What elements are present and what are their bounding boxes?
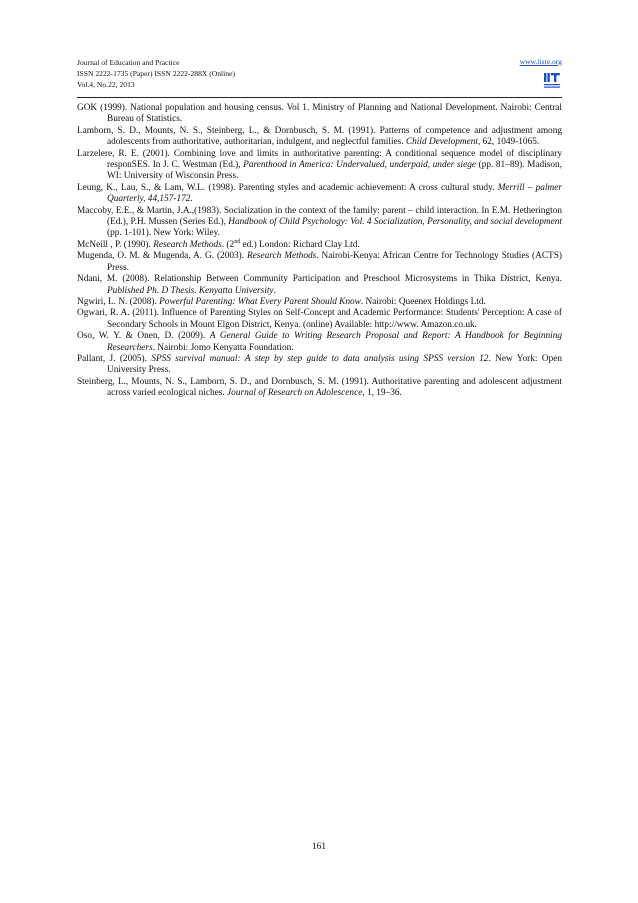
reference-entry bbox=[77, 274, 562, 297]
reference-text: . Nairobi-Kenya: African Centre for Technology Studies (ACTS) Press. bbox=[107, 251, 562, 273]
reference-text: Ogwari, R. A. (2011). Influence of Parenting Styles on Self-Concept and Academic Performance: Students' Perception: A case of Secondary Schools in Mount Elgon District, Kenya. (online) Available: http://www. Amazon.co.uk. bbox=[77, 308, 562, 330]
reference-text: Pallant, J. (2005). bbox=[77, 353, 152, 364]
reference-text: Ngwiri, L. N. (2008). bbox=[77, 296, 160, 307]
reference-text: McNeill , P. (1990). bbox=[77, 239, 154, 250]
reference-text: (pp. 81–89). Madison, WI: University of Wisconsin Press. bbox=[107, 160, 562, 182]
reference-italic-text: Research Methods bbox=[247, 251, 317, 262]
reference-text: Leung, K., Lau, S., & Lam, W.L. (1998). Parenting styles and academic achievement: A cross cultural study. bbox=[77, 182, 498, 193]
reference-text: . Nairobi: Jomo Kenyatta Foundation. bbox=[152, 342, 294, 353]
reference-italic-text: Merrill – palmer Quarterly, 44,157-172. bbox=[107, 182, 562, 205]
reference-text: Oso, W. Y. & Onen, D. (2009). bbox=[77, 331, 210, 342]
reference-text: . bbox=[273, 285, 276, 296]
journal-name: Journal of Education and Practice bbox=[77, 58, 180, 67]
iiste-logo-icon bbox=[542, 70, 562, 90]
reference-italic-text: Journal of Research on Adolescence, bbox=[227, 388, 365, 399]
reference-entry bbox=[77, 377, 562, 400]
reference-text: ed.) London: Richard Clay Ltd. bbox=[240, 239, 360, 250]
reference-entry bbox=[77, 149, 562, 183]
reference-italic-text: Research Methods bbox=[153, 239, 222, 250]
reference-text: Larzelere, R. E. (2001). Combining love and limits in authoritative parenting: A conditional sequence model of disciplinary responSES. In J. C. Westman (Ed.), bbox=[77, 148, 562, 171]
page-number: 161 bbox=[312, 842, 326, 852]
reference-text: 62, 1049-1065. bbox=[480, 137, 540, 148]
reference-text: . New York: Open University Press. bbox=[107, 353, 562, 376]
journal-issn: ISSN 2222-1735 (Paper) ISSN 2222-288X (Online) bbox=[77, 69, 235, 79]
reference-text: . (2 bbox=[221, 239, 235, 250]
reference-entry bbox=[77, 297, 562, 308]
reference-text: (pp. 1-101). New York: Wiley. bbox=[107, 228, 220, 239]
reference-italic-text: Parenthood in America: Undervalued, underpaid, under siege bbox=[243, 160, 477, 171]
reference-entry bbox=[77, 126, 562, 149]
reference-italic-text: Handbook of Child Psychology: Vol. 4 Socialization, Personality, and social development bbox=[228, 217, 562, 228]
reference-entry bbox=[77, 251, 562, 274]
reference-text: nd bbox=[234, 238, 241, 245]
reference-entry bbox=[77, 331, 562, 354]
reference-entry bbox=[77, 183, 562, 206]
reference-list bbox=[77, 103, 562, 400]
reference-entry bbox=[77, 206, 562, 240]
reference-entry bbox=[77, 308, 562, 331]
reference-text: . Nairobi: Queenex Holdings Ltd. bbox=[360, 296, 486, 307]
reference-entry bbox=[77, 354, 562, 377]
journal-header bbox=[77, 57, 235, 91]
journal-url-link[interactable]: www.iiste.org bbox=[519, 57, 562, 66]
reference-entry bbox=[77, 240, 562, 251]
reference-entry bbox=[77, 103, 562, 126]
reference-text: Ndani, M. (2008). Relationship Between Community Participation and Preschool Microsystems in Thika District, Kenya. bbox=[77, 274, 562, 285]
reference-italic-text: SPSS survival manual: A step by step guide to data analysis using SPSS version 12 bbox=[151, 353, 489, 364]
reference-text: 1, 19–36. bbox=[364, 388, 402, 399]
reference-text: Mugenda, O. M. & Mugenda, A. G. (2003). bbox=[77, 251, 248, 262]
reference-text: Maccoby, E.E., & Martin, J.A.,(1983). Socialization in the context of the family: parent – child interaction. In E.M. Hetherington (Ed.), P.H. Mussen (Series Ed.), bbox=[77, 205, 562, 228]
journal-volume: Vol.4, No.22, 2013 bbox=[77, 80, 135, 90]
reference-text: Steinberg, L., Mounts, N. S., Lamborn, S. D., and Dornbusch, S. M. (1991). Authoritative parenting and adolescent adjustment across varied ecological niches. bbox=[77, 376, 562, 399]
reference-italic-text: A General Guide to Writing Research Proposal and Report: A Handbook for Beginning Researchers bbox=[107, 331, 562, 353]
reference-italic-text: Child Development, bbox=[405, 137, 481, 148]
reference-italic-text: Powerful Parenting: What Every Parent Should Know bbox=[159, 296, 361, 307]
header-divider bbox=[77, 97, 562, 98]
reference-text: Lamborn, S. D., Mounts, N. S., Steinberg, L., & Dornbusch, S. M. (1991). Patterns of competence and adjustment among adolescents from authoritative, authoritarian, indulgent, and neglectful families. bbox=[77, 125, 562, 148]
reference-italic-text: Published Ph. D Thesis. Kenyatta University bbox=[107, 285, 274, 296]
reference-text: GOK (1999). National population and housing census. Vol 1. Ministry of Planning and National Development. Nairobi: Central Bureau of Statistics. bbox=[77, 103, 562, 125]
